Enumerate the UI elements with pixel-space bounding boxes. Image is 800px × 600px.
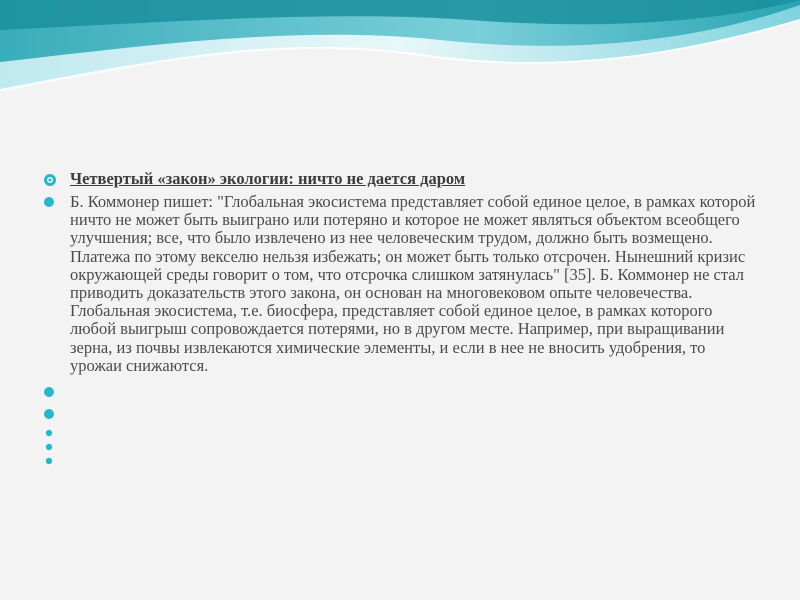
list-item-body	[40, 193, 760, 375]
slide-heading: Четвертый «закон» экологии: ничто не дается даром	[70, 169, 466, 188]
list-item-empty	[40, 441, 760, 455]
list-item-empty	[40, 405, 760, 427]
list-item-empty	[40, 455, 760, 469]
flower-bullet-icon	[40, 170, 70, 190]
bullet-icon	[40, 405, 70, 425]
slide-body-text: Б. Коммонер пишет: "Глобальная экосистема представляет собой единое целое, в рамках которой ничто не может быть выиграно или потеряно и которое не может являться объектом всеобщего улучшения; все, что было извлечено из нее человеческим трудом, должно быть возмещено. Платежа по этому векселю нельзя избежать; он может быть только отсрочен. Нынешний кризис окружающей среды говорит о том, что отсрочка слишком затянулась" [35]. Б. Коммонер не стал приводить доказательств этого закона, он основан на многовековом опыте человечества. Глобальная экосистема, т.е. биосфера, представляет собой единое целое, в рамках которого любой выигрыш сопровождается потерями, но в другом месте. Например, при выращивании зерна, из почвы извлекаются химические элементы, и если в нее не вносить удобрения, то урожаи снижаются.	[70, 192, 756, 375]
bullet-icon	[40, 193, 70, 213]
bullet-icon	[40, 455, 70, 475]
list-item-heading	[40, 170, 760, 190]
list-item-empty	[40, 427, 760, 441]
decorative-wave-header	[0, 0, 800, 100]
bullet-icon	[40, 383, 70, 403]
list-item-empty	[40, 383, 760, 405]
slide-content	[40, 170, 760, 469]
